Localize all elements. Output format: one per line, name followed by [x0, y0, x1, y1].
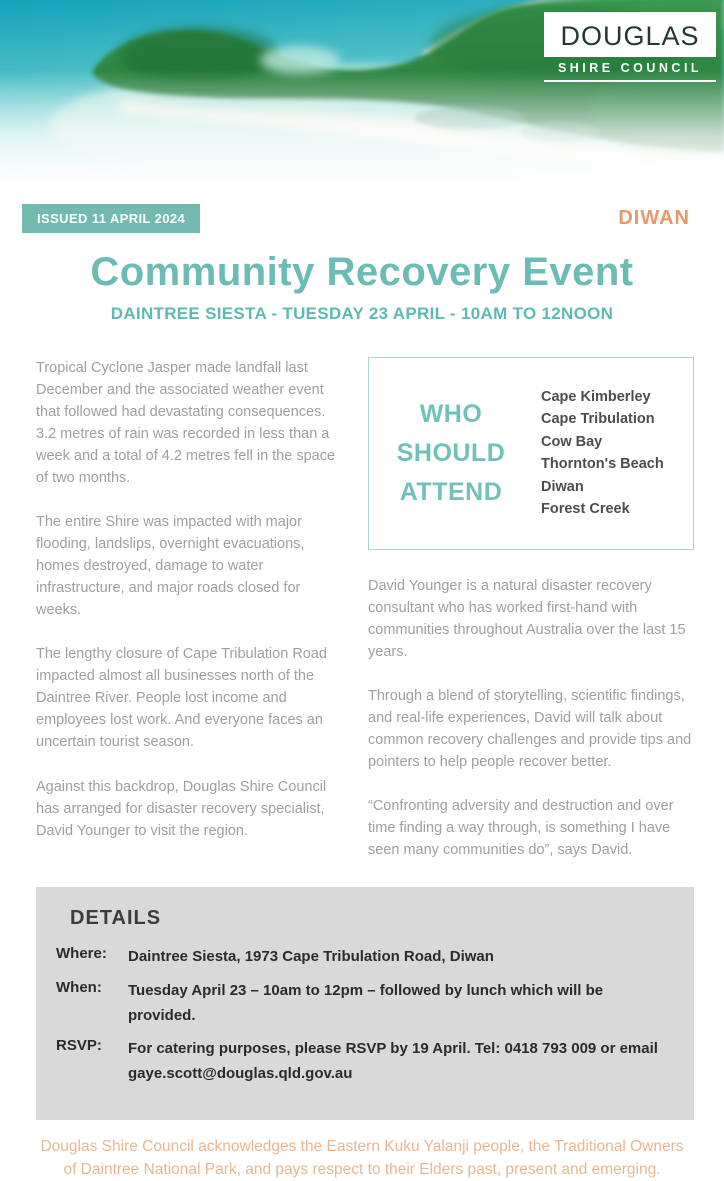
details-row-when [56, 979, 670, 1029]
details-label: Where: [56, 945, 107, 963]
who-should-attend-box [368, 357, 694, 550]
logo-secondary-text: SHIRE COUNCIL [544, 57, 716, 82]
location-list-item: Thornton's Beach [541, 456, 664, 473]
details-value: For catering purposes, please RSVP by 19 April. Tel: 0418 793 009 or email gaye.scott@douglas.qld.gov.au [128, 1040, 658, 1083]
intro-paragraph: Tropical Cyclone Jasper made landfall last December and the associated weather event that followed had devastating consequences. 3.2 metres of rain was recorded in less than a week and a total of 4.2 metres fell in the space of two months. [36, 360, 336, 487]
location-tag: DIWAN [618, 206, 690, 229]
details-label: RSVP: [56, 1037, 102, 1055]
location-list-item: Cape Tribulation [541, 411, 655, 428]
logo-primary-text: DOUGLAS [544, 12, 716, 57]
location-list-item: Cape Kimberley [541, 389, 651, 405]
intro-column [36, 357, 342, 883]
meta-row [0, 203, 724, 233]
details-value: Tuesday April 23 – 10am to 12pm – followed by lunch which will be provided. [128, 981, 604, 1024]
who-heading [375, 395, 527, 511]
intro-paragraph: The lengthy closure of Cape Tribulation Road impacted almost all businesses north of the Daintree River. People lost income and employees lost work. And everyone faces an uncertain tourist season. [36, 646, 327, 751]
intro-paragraph: The entire Shire was impacted with major flooding, landslips, overnight evacuations, homes destroyed, damage to water infrastructure, and major roads closed for weeks. [36, 514, 305, 619]
speaker-paragraph: David Younger is a natural disaster recovery consultant who has worked first-hand with communities throughout Australia over the last 15 years. [368, 577, 686, 660]
attend-locations-list [541, 386, 664, 521]
council-logo [544, 12, 716, 82]
speaker-quote: “Confronting adversity and destruction and over time finding a way through, is something I have seen many communities do”, says David. [368, 798, 674, 859]
page-title: Community Recovery Event [90, 250, 634, 294]
speaker-paragraph: Through a blend of storytelling, scientific findings, and real-life experiences, David will talk about common recovery challenges and provide tips and pointers to help people recover better. [368, 687, 692, 771]
event-subtitle: DAINTREE SIESTA - TUESDAY 23 APRIL - 10AM TO 12NOON [110, 304, 614, 323]
details-value: Daintree Siesta, 1973 Cape Tribulation Road, Diwan [128, 948, 494, 966]
who-heading-line: WHO [419, 400, 483, 429]
header-photo [0, 0, 724, 200]
location-list-item: Cow Bay [541, 433, 603, 450]
issued-badge: ISSUED 11 APRIL 2024 [22, 204, 200, 233]
details-row-rsvp [56, 1037, 670, 1087]
details-row-where [56, 945, 670, 970]
speaker-column [368, 357, 694, 883]
body-columns [0, 357, 724, 883]
location-list-item: Forest Creek [541, 501, 630, 518]
details-box [36, 887, 694, 1120]
details-label: When: [56, 978, 102, 996]
location-list-item: Diwan [541, 478, 584, 495]
acknowledgement-footer: Douglas Shire Council acknowledges the Eastern Kuku Yalanji people, the Traditional Owners of Daintree National Park, and pays respect to their Elders past, present and emerging. [40, 1137, 684, 1179]
who-heading-line: SHOULD [396, 439, 506, 468]
intro-paragraph: Against this backdrop, Douglas Shire Council has arranged for disaster recovery specialist, David Younger to visit the region. [36, 778, 327, 839]
details-heading: DETAILS [70, 907, 162, 930]
who-heading-line: ATTEND [399, 477, 503, 506]
